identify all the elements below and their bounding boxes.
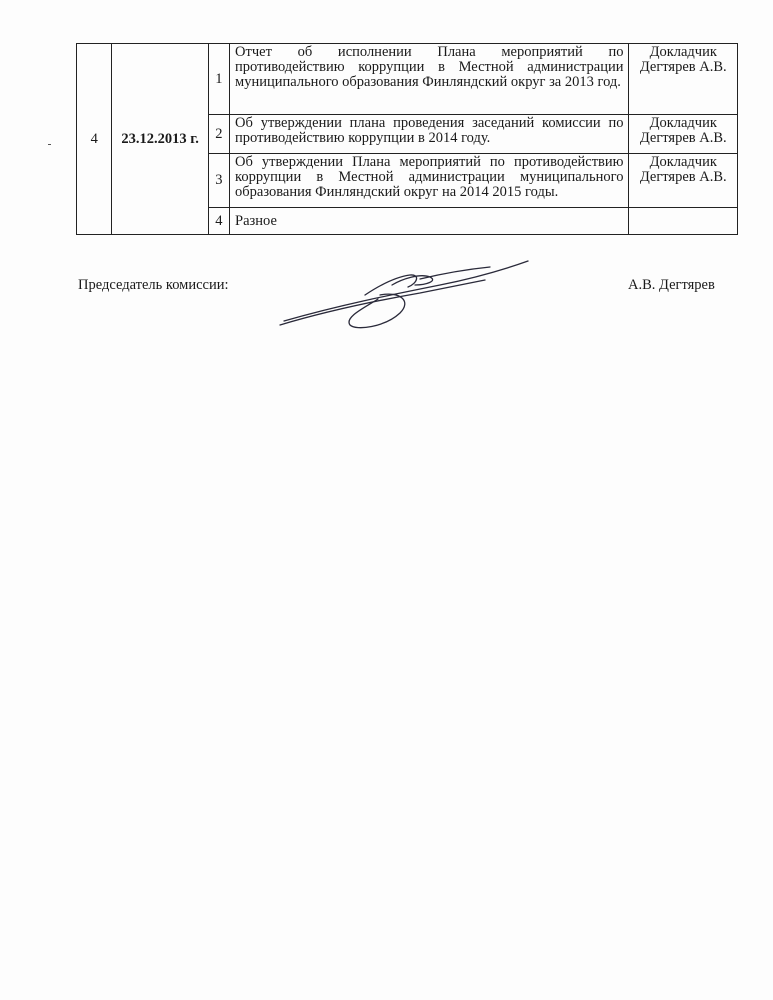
handwritten-signature xyxy=(270,255,540,335)
chairman-label: Председатель комиссии: xyxy=(78,277,229,293)
item-topic: Отчет об исполнении Плана мероприятий по противодействию коррупции в Местной администрации муниципального образования Финляндский округ за 2013 год. xyxy=(230,44,629,115)
item-speaker: Докладчик Дегтярев А.В. xyxy=(629,154,738,208)
item-speaker xyxy=(629,208,738,235)
item-topic: Об утверждении плана проведения заседаний комиссии по противодействию коррупции в 2014 году. xyxy=(230,115,629,154)
item-topic: Об утверждении Плана мероприятий по противодействию коррупции в Местной администрации муниципального образования Финляндский округ на 2014 2015 годы. xyxy=(230,154,629,208)
item-number: 3 xyxy=(208,154,229,208)
meeting-date-cell: 23.12.2013 г. xyxy=(112,44,208,235)
item-number: 4 xyxy=(208,208,229,235)
item-number: 1 xyxy=(208,44,229,115)
agenda-table xyxy=(76,43,738,235)
table-row xyxy=(77,44,738,115)
item-number: 2 xyxy=(208,115,229,154)
chairman-name: А.В. Дегтярев xyxy=(628,277,715,293)
margin-mark xyxy=(48,144,51,145)
item-speaker: Докладчик Дегтярев А.В. xyxy=(629,44,738,115)
meeting-number-cell: 4 xyxy=(77,44,112,235)
item-topic: Разное xyxy=(230,208,629,235)
item-speaker: Докладчик Дегтярев А.В. xyxy=(629,115,738,154)
